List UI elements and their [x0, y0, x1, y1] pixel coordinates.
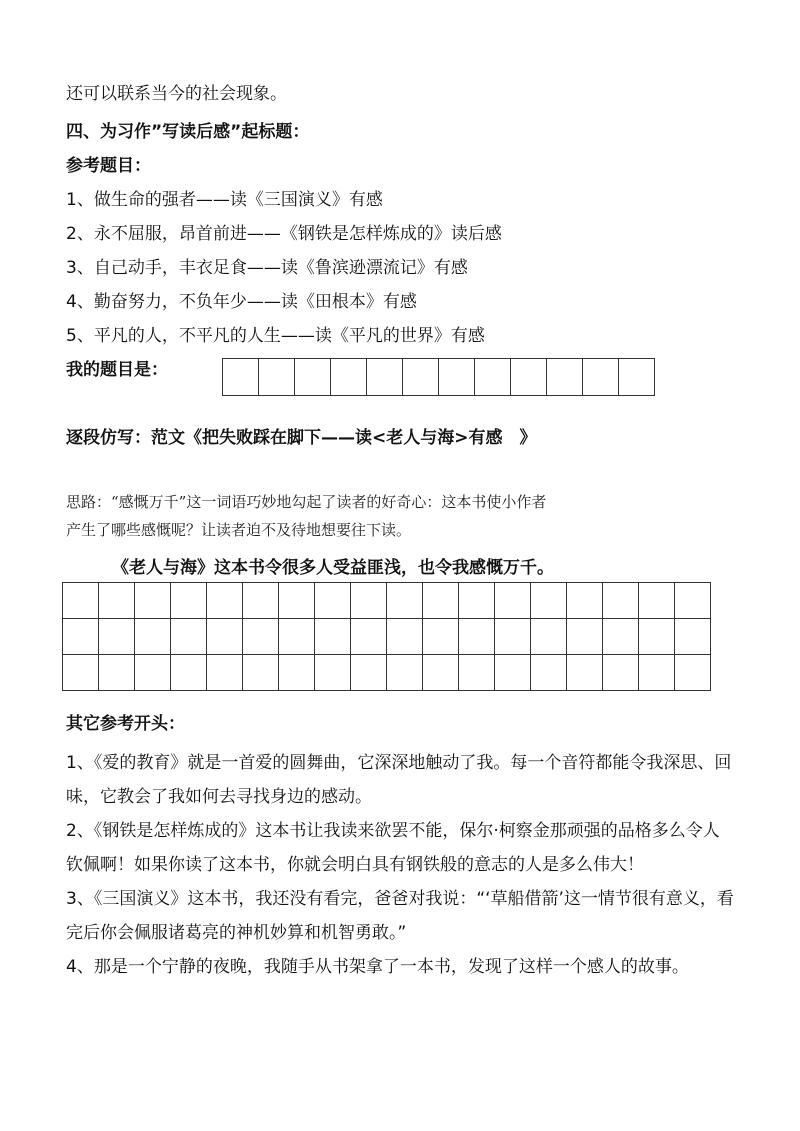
thinking-line-2: 产生了哪些感慨呢？让读者迫不及待地想要往下读。	[66, 521, 412, 539]
title-cell[interactable]	[331, 359, 367, 396]
writing-cell[interactable]	[423, 655, 459, 691]
title-cell[interactable]	[583, 359, 619, 396]
writing-cell[interactable]	[603, 619, 639, 655]
writing-cell[interactable]	[99, 583, 135, 619]
writing-cell[interactable]	[63, 655, 99, 691]
title-cell[interactable]	[223, 359, 259, 396]
imitation-heading: 逐段仿写：范文《把失败踩在脚下——读<老人与海>有感 》	[66, 428, 537, 448]
writing-cell[interactable]	[639, 619, 675, 655]
title-cell[interactable]	[475, 359, 511, 396]
writing-cell[interactable]	[603, 583, 639, 619]
writing-cell[interactable]	[135, 655, 171, 691]
writing-cell[interactable]	[423, 619, 459, 655]
writing-cell[interactable]	[639, 655, 675, 691]
writing-cell[interactable]	[171, 619, 207, 655]
writing-cell[interactable]	[63, 619, 99, 655]
writing-cell[interactable]	[387, 583, 423, 619]
title-cell[interactable]	[547, 359, 583, 396]
reference-title-3: 3、自己动手，丰衣足食——读《鲁滨逊漂流记》有感	[66, 258, 468, 278]
title-cell[interactable]	[619, 359, 655, 396]
writing-cell[interactable]	[135, 583, 171, 619]
writing-cell[interactable]	[63, 583, 99, 619]
reference-title-1: 1、做生命的强者——读《三国演义》有感	[66, 190, 383, 210]
writing-cell[interactable]	[99, 655, 135, 691]
writing-cell[interactable]	[279, 619, 315, 655]
title-cell[interactable]	[259, 359, 295, 396]
writing-cell[interactable]	[99, 619, 135, 655]
reference-title-4: 4、勤奋努力，不负年少——读《田根本》有感	[66, 292, 417, 312]
writing-cell[interactable]	[531, 583, 567, 619]
writing-cell[interactable]	[315, 583, 351, 619]
writing-cell[interactable]	[387, 619, 423, 655]
writing-cell[interactable]	[459, 619, 495, 655]
opening-item-3: 3、《三国演义》这本书，我还没有看完，爸爸对我说：“‘草船借箭’这一情节很有意义，看完后你会佩服诸葛亮的神机妙算和机智勇敢。”	[66, 889, 734, 943]
writing-cell[interactable]	[639, 583, 675, 619]
title-cell[interactable]	[295, 359, 331, 396]
writing-cell[interactable]	[675, 583, 711, 619]
opening-item-2: 2、《钢铁是怎样炼成的》这本书让我读来欲罢不能，保尔·柯察金那顽强的品格多么令人钦佩啊！如果你读了这本书，你就会明白具有钢铁般的意志的人是多么伟大！	[66, 821, 720, 875]
section-four-heading: 四、为习作”写读后感”起标题：	[66, 122, 310, 142]
writing-cell[interactable]	[135, 619, 171, 655]
writing-cell[interactable]	[171, 583, 207, 619]
title-cell[interactable]	[367, 359, 403, 396]
thinking-line-1: 思路：“感慨万千”这一词语巧妙地勾起了读者的好奇心：这本书使小作者	[66, 493, 547, 511]
reference-title-5: 5、平凡的人，不平凡的人生——读《平凡的世界》有感	[66, 326, 485, 346]
writing-cell[interactable]	[531, 619, 567, 655]
writing-cell[interactable]	[171, 655, 207, 691]
writing-cell[interactable]	[243, 583, 279, 619]
writing-cell[interactable]	[279, 655, 315, 691]
my-title-label: 我的题目是：	[66, 360, 168, 380]
writing-cell[interactable]	[351, 583, 387, 619]
sample-sentence: 《老人与海》这本书令很多人受益匪浅，也令我感慨万千。	[112, 558, 554, 578]
intro-line: 还可以联系当今的社会现象。	[66, 84, 287, 104]
writing-cell[interactable]	[675, 655, 711, 691]
writing-cell[interactable]	[495, 655, 531, 691]
writing-cell[interactable]	[459, 583, 495, 619]
writing-cell[interactable]	[279, 583, 315, 619]
other-openings-heading: 其它参考开头：	[66, 714, 185, 734]
reference-titles-label: 参考题目：	[66, 156, 151, 176]
writing-cell[interactable]	[423, 583, 459, 619]
writing-cell[interactable]	[387, 655, 423, 691]
writing-cell[interactable]	[567, 583, 603, 619]
writing-cell[interactable]	[459, 655, 495, 691]
writing-cell[interactable]	[567, 619, 603, 655]
writing-cell[interactable]	[495, 619, 531, 655]
writing-cell[interactable]	[243, 619, 279, 655]
title-cell[interactable]	[403, 359, 439, 396]
writing-cell[interactable]	[351, 619, 387, 655]
writing-grid[interactable]	[62, 582, 711, 691]
writing-cell[interactable]	[675, 619, 711, 655]
writing-cell[interactable]	[243, 655, 279, 691]
writing-cell[interactable]	[207, 655, 243, 691]
writing-cell[interactable]	[315, 619, 351, 655]
reference-title-2: 2、永不屈服，昂首前进——《钢铁是怎样炼成的》读后感	[66, 224, 502, 244]
writing-cell[interactable]	[207, 583, 243, 619]
other-openings-list	[66, 746, 736, 984]
writing-cell[interactable]	[351, 655, 387, 691]
opening-item-4: 4、那是一个宁静的夜晚，我随手从书架拿了一本书，发现了这样一个感人的故事。	[66, 957, 689, 977]
writing-cell[interactable]	[495, 583, 531, 619]
opening-item-1: 1、《爱的教育》就是一首爱的圆舞曲，它深深地触动了我。每一个音符都能令我深思、回味，它教会了我如何去寻找身边的感动。	[66, 753, 732, 807]
writing-cell[interactable]	[567, 655, 603, 691]
writing-cell[interactable]	[315, 655, 351, 691]
my-title-grid[interactable]	[222, 358, 655, 396]
title-cell[interactable]	[511, 359, 547, 396]
title-cell[interactable]	[439, 359, 475, 396]
writing-cell[interactable]	[603, 655, 639, 691]
writing-cell[interactable]	[207, 619, 243, 655]
writing-cell[interactable]	[531, 655, 567, 691]
